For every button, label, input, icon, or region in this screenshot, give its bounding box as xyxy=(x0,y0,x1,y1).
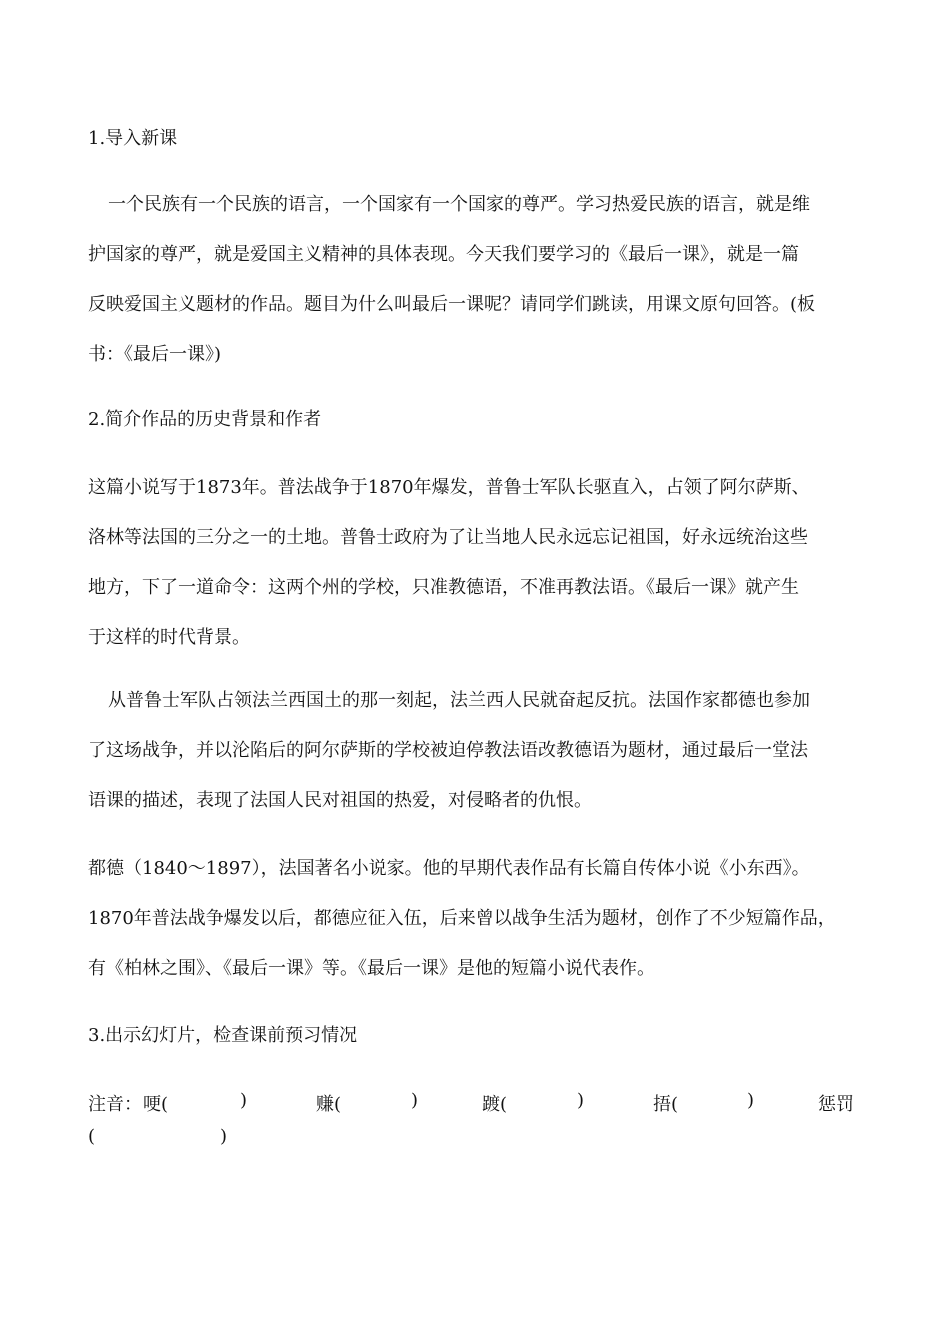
pinyin-item: 捂( xyxy=(653,1094,679,1115)
pinyin-blank-close: ) xyxy=(747,1090,755,1111)
paragraph-line: 有《柏林之围》、《最后一课》等。《最后一课》是他的短篇小说代表作。 xyxy=(88,958,655,979)
background-paragraph-1 xyxy=(88,463,863,663)
paragraph-line: 都德（1840～1897），法国著名小说家。他的早期代表作品有长篇自传体小说《小东西》。 xyxy=(88,858,810,879)
intro-paragraph xyxy=(88,180,863,380)
paragraph-line: 于这样的时代背景。 xyxy=(88,627,250,648)
paragraph-line: 这篇小说写于1873年。普法战争于1870年爆发，普鲁士军队长驱直入，占领了阿尔萨斯、 xyxy=(88,477,810,498)
pinyin-blank-open: ( xyxy=(88,1126,96,1147)
pinyin-blank-close: ) xyxy=(220,1126,228,1147)
pinyin-item: 踱( xyxy=(482,1094,508,1115)
section-heading-3: 3.出示幻灯片，检查课前预习情况 xyxy=(88,1025,358,1046)
paragraph-line: 1870年普法战争爆发以后，都德应征入伍，后来曾以战争生活为题材，创作了不少短篇作品， xyxy=(88,908,836,929)
pinyin-exercise xyxy=(88,1090,863,1158)
background-paragraph-2 xyxy=(88,676,863,826)
paragraph-line: 地方，下了一道命令：这两个州的学校，只准教德语，不准再教法语。《最后一课》就产生 xyxy=(88,577,799,598)
intro-line: 一个民族有一个民族的语言，一个国家有一个国家的尊严。学习热爱民族的语言，就是维 xyxy=(108,194,810,215)
paragraph-line: 了这场战争，并以沦陷后的阿尔萨斯的学校被迫停教法语改教德语为题材，通过最后一堂法 xyxy=(88,740,808,761)
paragraph-line: 从普鲁士军队占领法兰西国土的那一刻起，法兰西人民就奋起反抗。法国作家都德也参加 xyxy=(108,690,810,711)
intro-line: 护国家的尊严，就是爱国主义精神的具体表现。今天我们要学习的《最后一课》，就是一篇 xyxy=(88,244,799,265)
pinyin-row xyxy=(88,1090,863,1122)
author-paragraph xyxy=(88,844,863,994)
paragraph-line: 语课的描述，表现了法国人民对祖国的热爱，对侵略者的仇恨。 xyxy=(88,790,592,811)
pinyin-item: 赚( xyxy=(316,1094,342,1115)
pinyin-blank-close: ) xyxy=(411,1090,419,1111)
intro-line: 反映爱国主义题材的作品。题目为什么叫最后一课呢？请同学们跳读，用课文原句回答。(板 xyxy=(88,294,816,315)
pinyin-blank-close: ) xyxy=(577,1090,585,1111)
section-heading-1: 1.导入新课 xyxy=(88,128,178,149)
intro-line: 书：《最后一课》) xyxy=(88,344,222,365)
pinyin-label: 注音： xyxy=(88,1094,142,1115)
pinyin-row-2 xyxy=(88,1126,863,1158)
pinyin-item: 惩罚 xyxy=(818,1094,854,1115)
paragraph-line: 洛林等法国的三分之一的土地。普鲁士政府为了让当地人民永远忘记祖国，好永远统治这些 xyxy=(88,527,808,548)
section-heading-2: 2.简介作品的历史背景和作者 xyxy=(88,409,322,430)
pinyin-blank-close: ) xyxy=(240,1090,248,1111)
pinyin-item: 哽( xyxy=(143,1094,169,1115)
